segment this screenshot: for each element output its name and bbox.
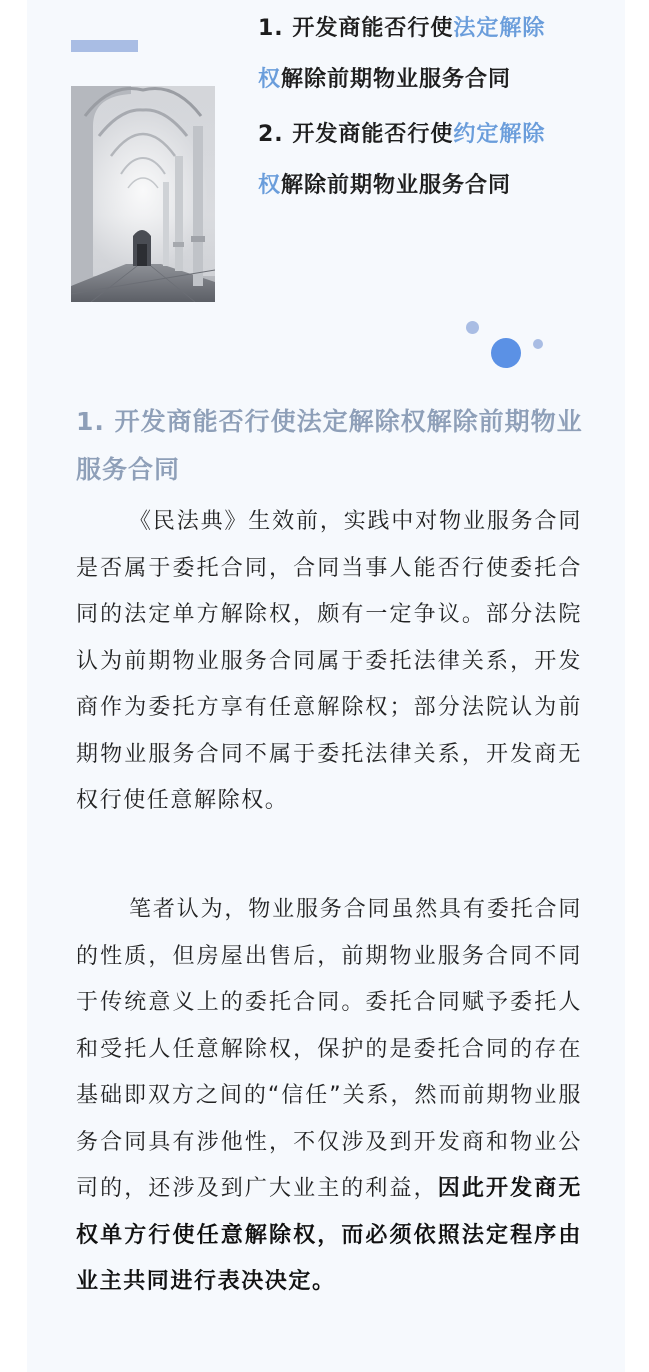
toc-item-1[interactable] <box>258 3 548 105</box>
body-paragraph-2 <box>76 887 582 1306</box>
toc-item-2-highlight: 约定解除权 <box>258 122 546 198</box>
toc-item-1-suffix: 解除前期物业服务合同 <box>281 67 512 92</box>
large-dot-icon <box>491 338 521 368</box>
toc-item-2[interactable] <box>258 109 548 211</box>
tiny-dot-icon <box>533 339 543 349</box>
table-of-contents <box>258 3 548 215</box>
section-heading: 1. 开发商能否行使法定解除权解除前期物业服务合同 <box>76 407 583 484</box>
arched-corridor-photo <box>71 86 215 302</box>
toc-item-2-prefix: 2. 开发商能否行使 <box>258 122 454 147</box>
small-dot-icon <box>466 321 479 334</box>
toc-item-1-prefix: 1. 开发商能否行使 <box>258 16 454 41</box>
body-paragraph-1: 《民法典》生效前，实践中对物业服务合同是否属于委托合同，合同当事人能否行使委托合同的法定单方解除权，颇有一定争议。部分法院认为前期物业服务合同属于委托法律关系，开发商作为委托方享有任意解除权；部分法院认为前期物业服务合同不属于委托法律关系，开发商无权行使任意解除权。 <box>76 509 582 813</box>
toc-item-1-highlight: 法定解除权 <box>258 16 546 92</box>
accent-bar <box>71 40 138 52</box>
paragraph-2-text: 笔者认为，物业服务合同虽然具有委托合同的性质，但房屋出售后，前期物业服务合同不同于传统意义上的委托合同。委托合同赋予委托人和受托人任意解除权，保护的是委托合同的存在基础即双方之间的“信任”关系，然而前期物业服务合同具有涉他性，不仅涉及到开发商和物业公司的，还涉及到广大业主的利益， <box>76 897 582 1201</box>
paragraph-2-bold-conclusion: 因此开发商无权单方行使任意解除权，而必须依照法定程序由业主共同进行表决决定。 <box>76 1176 582 1294</box>
toc-item-2-suffix: 解除前期物业服务合同 <box>281 173 512 198</box>
